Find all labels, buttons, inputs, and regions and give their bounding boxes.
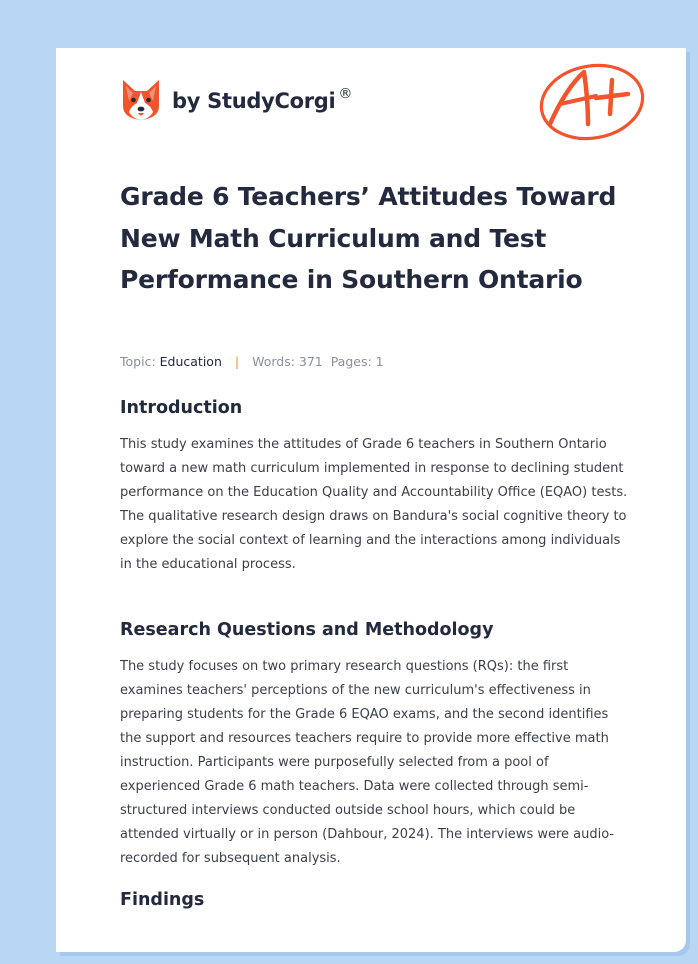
brand-name: by StudyCorgi ® <box>172 86 353 113</box>
section-heading-introduction: Introduction <box>120 398 243 418</box>
topic-label: Topic: <box>120 354 156 369</box>
a-plus-grade-icon <box>536 58 648 142</box>
section-heading-findings: Findings <box>120 890 205 910</box>
brand[interactable] <box>120 76 352 122</box>
corgi-logo-icon <box>120 76 162 122</box>
document-title: Grade 6 Teachers’ Attitudes Toward New Math Curriculum and Test Performance in Southern Ontario <box>120 182 617 294</box>
document-meta <box>120 354 384 369</box>
document-sheet <box>56 48 686 952</box>
section-body-methodology: The study focuses on two primary research questions (RQs): the first examines teachers' perceptions of the new curriculum's effectiveness in preparing students for the Grade 6 EQAO exams, and the second identifies the support and resources teachers require to provide more effective math instruction. Participants were purposefully selected from a pool of experienced Grade 6 math teachers. Data were collected through semi-structured interviews conducted outside school hours, which could be attended virtually or in person (Dahbour, 2024). The interviews were audio-recorded for subsequent analysis. <box>120 659 615 866</box>
meta-separator: | <box>234 354 240 369</box>
section-heading-methodology: Research Questions and Methodology <box>120 620 494 640</box>
registered-mark: ® <box>338 86 353 102</box>
page-count: Pages: 1 <box>330 354 384 369</box>
topic-link[interactable]: Education <box>159 354 222 369</box>
section-body-introduction: This study examines the attitudes of Grade 6 teachers in Southern Ontario toward a new math curriculum implemented in response to declining student performance on the Education Quality and Accountability Office (EQAO) tests. The qualitative research design draws on Bandura's social cognitive theory to explore the social context of learning and the interactions among individuals in the educational process. <box>120 437 628 572</box>
word-count: Words: 371 <box>252 354 323 369</box>
